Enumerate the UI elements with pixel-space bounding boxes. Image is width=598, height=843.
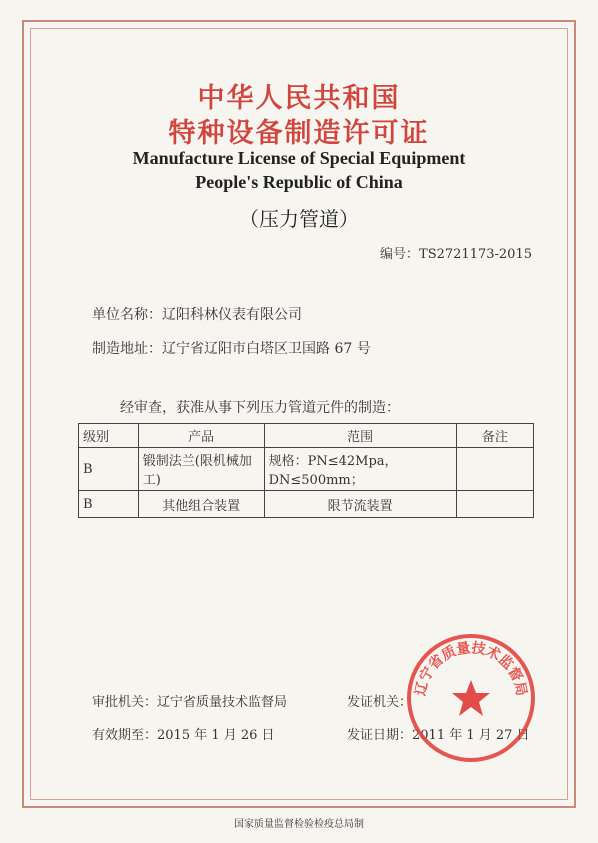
- header-level: 级别: [79, 424, 139, 448]
- seal-text: 辽宁省质量技术监督局: [412, 640, 530, 698]
- row1-scope: 规格：PN≤42Mpa，DN≤500mm；: [264, 448, 456, 491]
- row2-level: B: [79, 491, 139, 518]
- title-en-line1: Manufacture License of Special Equipment: [132, 148, 466, 168]
- unit-name: 单位名称：辽阳科林仪表有限公司: [92, 307, 302, 323]
- row2-product: 其他组合装置: [138, 491, 264, 518]
- table-row: [79, 491, 534, 518]
- scope-table: [78, 423, 534, 518]
- title-en-line2: People's Republic of China: [195, 172, 403, 192]
- row2-remarks: [456, 491, 533, 518]
- title-cn-line2: 特种设备制造许可证: [168, 118, 430, 149]
- seal-star-icon: [452, 680, 490, 716]
- issuing-authority: 发证机关：: [347, 695, 413, 710]
- valid-until: 有效期至：2015 年 1 月 26 日: [92, 728, 275, 743]
- issuer-note: 国家质量监督检验检疫总局制: [234, 819, 364, 830]
- header-product: 产品: [138, 424, 264, 448]
- approval-intro: 经审查，获准从事下列压力管道元件的制造：: [120, 400, 400, 416]
- table-row: [79, 448, 534, 491]
- issue-date: 发证日期：2011 年 1 月 27 日: [347, 728, 530, 743]
- manufacture-address: 制造地址：辽宁省辽阳市白塔区卫国路 67 号: [92, 341, 371, 357]
- title-cn-line1: 中华人民共和国: [197, 83, 401, 114]
- row1-remarks: [456, 448, 533, 491]
- table-header-row: [79, 424, 534, 448]
- approval-authority: 审批机关：辽宁省质量技术监督局: [92, 695, 288, 710]
- official-seal-icon: [403, 630, 539, 766]
- license-category: （压力管道）: [239, 207, 359, 231]
- row1-level: B: [79, 448, 139, 491]
- certificate-number: 编号：TS2721173-2015: [380, 247, 532, 262]
- header-remarks: 备注: [456, 424, 533, 448]
- row2-scope: 限节流装置: [264, 491, 456, 518]
- header-scope: 范围: [264, 424, 456, 448]
- row1-product: 锻制法兰(限机械加工): [138, 448, 264, 491]
